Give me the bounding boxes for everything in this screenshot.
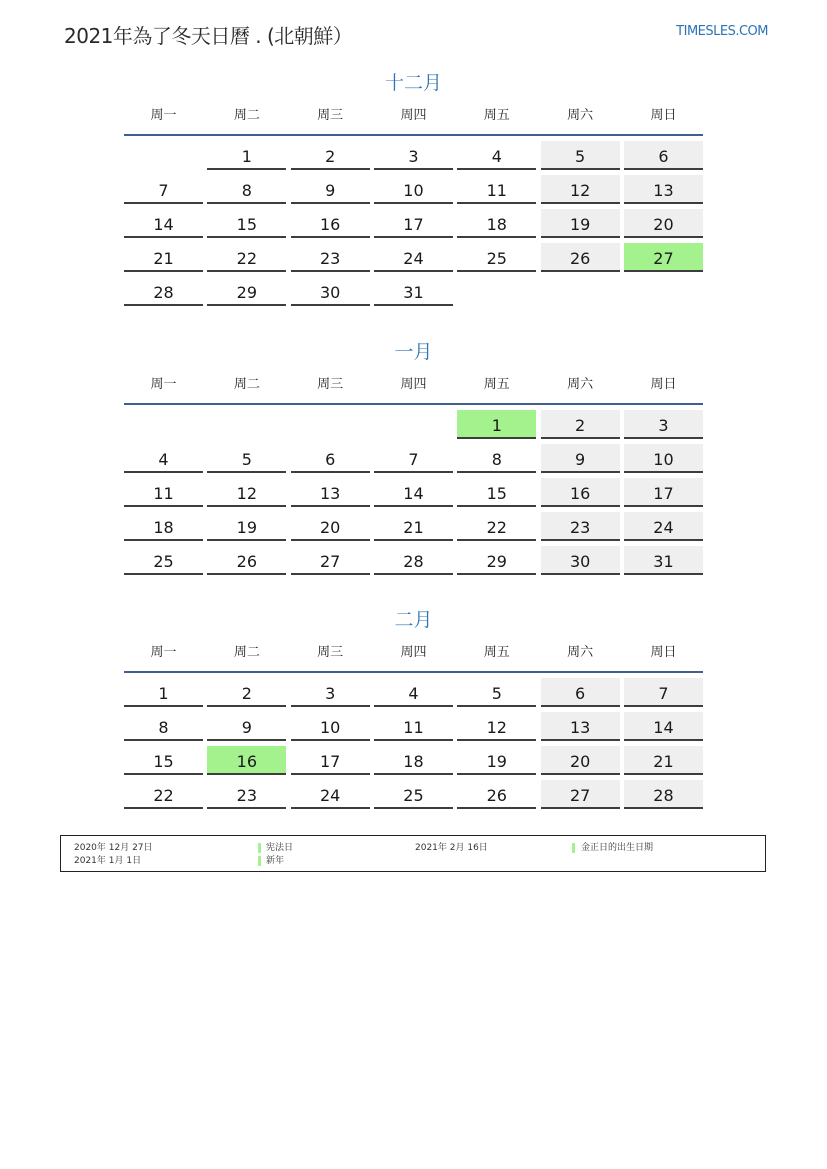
day-cell[interactable]: 14 — [374, 478, 453, 507]
day-cell[interactable]: 14 — [124, 209, 203, 238]
month-calendar — [124, 607, 703, 809]
day-cell[interactable]: 1 — [207, 141, 286, 170]
weekday-label: 周日 — [650, 377, 677, 392]
day-cell[interactable]: 28 — [124, 277, 203, 306]
weekday-label: 周日 — [650, 108, 677, 123]
day-cell[interactable]: 14 — [624, 712, 703, 741]
day-cell[interactable]: 23 — [207, 780, 286, 809]
day-cell[interactable]: 27 — [291, 546, 370, 575]
day-cell[interactable]: 9 — [291, 175, 370, 204]
day-cell[interactable]: 10 — [624, 444, 703, 473]
day-cell[interactable]: 13 — [624, 175, 703, 204]
day-grid — [124, 678, 703, 809]
empty-day-cell — [291, 410, 370, 439]
site-logo[interactable]: TIMESLES.COM — [676, 24, 768, 39]
day-cell[interactable]: 25 — [374, 780, 453, 809]
legend-color-marker — [258, 856, 261, 866]
legend-holiday-name: 宪法日 — [266, 843, 294, 853]
header-divider — [124, 403, 703, 405]
legend-holiday-name: 新年 — [266, 856, 285, 866]
day-cell[interactable]: 4 — [124, 444, 203, 473]
day-cell[interactable]: 21 — [374, 512, 453, 541]
empty-day-cell — [541, 277, 620, 306]
day-cell[interactable]: 2 — [291, 141, 370, 170]
header-divider — [124, 134, 703, 136]
day-cell[interactable]: 24 — [624, 512, 703, 541]
day-cell[interactable]: 12 — [207, 478, 286, 507]
day-cell[interactable]: 22 — [124, 780, 203, 809]
day-cell[interactable]: 19 — [457, 746, 536, 775]
day-cell[interactable]: 5 — [541, 141, 620, 170]
day-cell[interactable]: 6 — [291, 444, 370, 473]
weekday-label: 周日 — [650, 645, 677, 660]
weekday-label: 周一 — [150, 645, 177, 660]
day-cell[interactable]: 27 — [624, 243, 703, 272]
day-cell[interactable]: 15 — [207, 209, 286, 238]
weekday-label: 周二 — [233, 377, 260, 392]
page-title: 2021年為了冬天日曆 . (北朝鮮） — [64, 24, 353, 48]
weekday-label: 周四 — [400, 645, 427, 660]
month-title: 十二月 — [384, 72, 442, 94]
day-cell[interactable]: 17 — [374, 209, 453, 238]
day-cell[interactable]: 16 — [291, 209, 370, 238]
day-cell[interactable]: 27 — [541, 780, 620, 809]
day-cell[interactable]: 11 — [457, 175, 536, 204]
weekday-label: 周五 — [483, 645, 510, 660]
weekday-label: 周三 — [317, 645, 344, 660]
day-cell[interactable]: 10 — [291, 712, 370, 741]
day-cell[interactable]: 31 — [374, 277, 453, 306]
day-cell[interactable]: 30 — [291, 277, 370, 306]
day-cell[interactable]: 6 — [624, 141, 703, 170]
day-cell[interactable]: 17 — [624, 478, 703, 507]
day-cell[interactable]: 25 — [124, 546, 203, 575]
day-cell[interactable]: 19 — [541, 209, 620, 238]
weekday-label: 周五 — [483, 377, 510, 392]
day-cell[interactable]: 2 — [207, 678, 286, 707]
month-title: 一月 — [394, 341, 433, 363]
day-cell[interactable]: 26 — [207, 546, 286, 575]
day-cell[interactable]: 29 — [457, 546, 536, 575]
legend-holiday-name: 金正日的出生日期 — [581, 843, 654, 853]
weekday-label: 周四 — [400, 108, 427, 123]
day-cell[interactable]: 11 — [374, 712, 453, 741]
empty-day-cell — [457, 277, 536, 306]
weekday-header-row — [124, 376, 703, 394]
weekday-label: 周一 — [150, 377, 177, 392]
day-cell[interactable]: 29 — [207, 277, 286, 306]
day-cell[interactable]: 9 — [207, 712, 286, 741]
day-cell[interactable]: 5 — [457, 678, 536, 707]
day-cell[interactable]: 18 — [457, 209, 536, 238]
day-cell[interactable]: 9 — [541, 444, 620, 473]
legend-entry — [74, 842, 374, 854]
day-cell[interactable]: 23 — [541, 512, 620, 541]
month-title: 二月 — [394, 609, 433, 631]
legend-date: 2021年 2月 16日 — [415, 843, 488, 853]
day-cell[interactable]: 31 — [624, 546, 703, 575]
legend-date: 2021年 1月 1日 — [74, 856, 142, 866]
day-cell[interactable]: 13 — [541, 712, 620, 741]
holiday-legend — [60, 835, 766, 872]
weekday-label: 周六 — [567, 377, 594, 392]
empty-day-cell — [124, 410, 203, 439]
day-grid — [124, 410, 703, 575]
day-cell[interactable]: 24 — [291, 780, 370, 809]
day-cell[interactable]: 3 — [374, 141, 453, 170]
day-cell[interactable]: 1 — [457, 410, 536, 439]
empty-day-cell — [207, 410, 286, 439]
legend-color-marker — [258, 843, 261, 853]
day-cell[interactable]: 12 — [541, 175, 620, 204]
day-cell[interactable]: 13 — [291, 478, 370, 507]
day-cell[interactable]: 26 — [541, 243, 620, 272]
day-cell[interactable]: 16 — [541, 478, 620, 507]
day-cell[interactable]: 28 — [374, 546, 453, 575]
month-calendar — [124, 70, 703, 306]
weekday-header-row — [124, 107, 703, 125]
day-cell[interactable]: 8 — [207, 175, 286, 204]
day-cell[interactable]: 8 — [124, 712, 203, 741]
legend-entry — [74, 855, 374, 867]
day-cell[interactable]: 18 — [374, 746, 453, 775]
weekday-label: 周一 — [150, 108, 177, 123]
legend-color-marker — [572, 843, 575, 853]
weekday-label: 周三 — [317, 108, 344, 123]
weekday-label: 周四 — [400, 377, 427, 392]
weekday-label: 周六 — [567, 645, 594, 660]
day-cell[interactable]: 10 — [374, 175, 453, 204]
day-cell[interactable]: 28 — [624, 780, 703, 809]
day-cell[interactable]: 2 — [541, 410, 620, 439]
day-cell[interactable]: 21 — [124, 243, 203, 272]
weekday-label: 周六 — [567, 108, 594, 123]
day-cell[interactable]: 20 — [291, 512, 370, 541]
day-cell[interactable]: 21 — [624, 746, 703, 775]
weekday-label: 周二 — [233, 108, 260, 123]
day-cell[interactable]: 4 — [374, 678, 453, 707]
day-cell[interactable]: 5 — [207, 444, 286, 473]
day-cell[interactable]: 15 — [457, 478, 536, 507]
day-cell[interactable]: 11 — [124, 478, 203, 507]
day-cell[interactable]: 7 — [624, 678, 703, 707]
day-cell[interactable]: 4 — [457, 141, 536, 170]
day-cell[interactable]: 15 — [124, 746, 203, 775]
day-cell[interactable]: 3 — [291, 678, 370, 707]
empty-day-cell — [624, 277, 703, 306]
day-cell[interactable]: 6 — [541, 678, 620, 707]
weekday-label: 周三 — [317, 377, 344, 392]
month-calendar — [124, 339, 703, 575]
weekday-label: 周五 — [483, 108, 510, 123]
day-cell[interactable]: 26 — [457, 780, 536, 809]
day-cell[interactable]: 19 — [207, 512, 286, 541]
day-cell[interactable]: 7 — [124, 175, 203, 204]
day-cell[interactable]: 3 — [624, 410, 703, 439]
day-cell[interactable]: 1 — [124, 678, 203, 707]
day-cell[interactable]: 18 — [124, 512, 203, 541]
empty-day-cell — [124, 141, 203, 170]
empty-day-cell — [374, 410, 453, 439]
day-cell[interactable]: 25 — [457, 243, 536, 272]
day-cell[interactable]: 24 — [374, 243, 453, 272]
weekday-header-row — [124, 644, 703, 662]
legend-entry — [415, 842, 755, 854]
day-cell[interactable]: 12 — [457, 712, 536, 741]
day-cell[interactable]: 20 — [624, 209, 703, 238]
day-cell[interactable]: 7 — [374, 444, 453, 473]
day-cell[interactable]: 8 — [457, 444, 536, 473]
day-cell[interactable]: 23 — [291, 243, 370, 272]
day-cell[interactable]: 20 — [541, 746, 620, 775]
header-divider — [124, 671, 703, 673]
day-cell[interactable]: 30 — [541, 546, 620, 575]
day-cell[interactable]: 22 — [207, 243, 286, 272]
legend-date: 2020年 12月 27日 — [74, 843, 153, 853]
weekday-label: 周二 — [233, 645, 260, 660]
day-cell[interactable]: 22 — [457, 512, 536, 541]
day-grid — [124, 141, 703, 306]
day-cell[interactable]: 17 — [291, 746, 370, 775]
day-cell[interactable]: 16 — [207, 746, 286, 775]
